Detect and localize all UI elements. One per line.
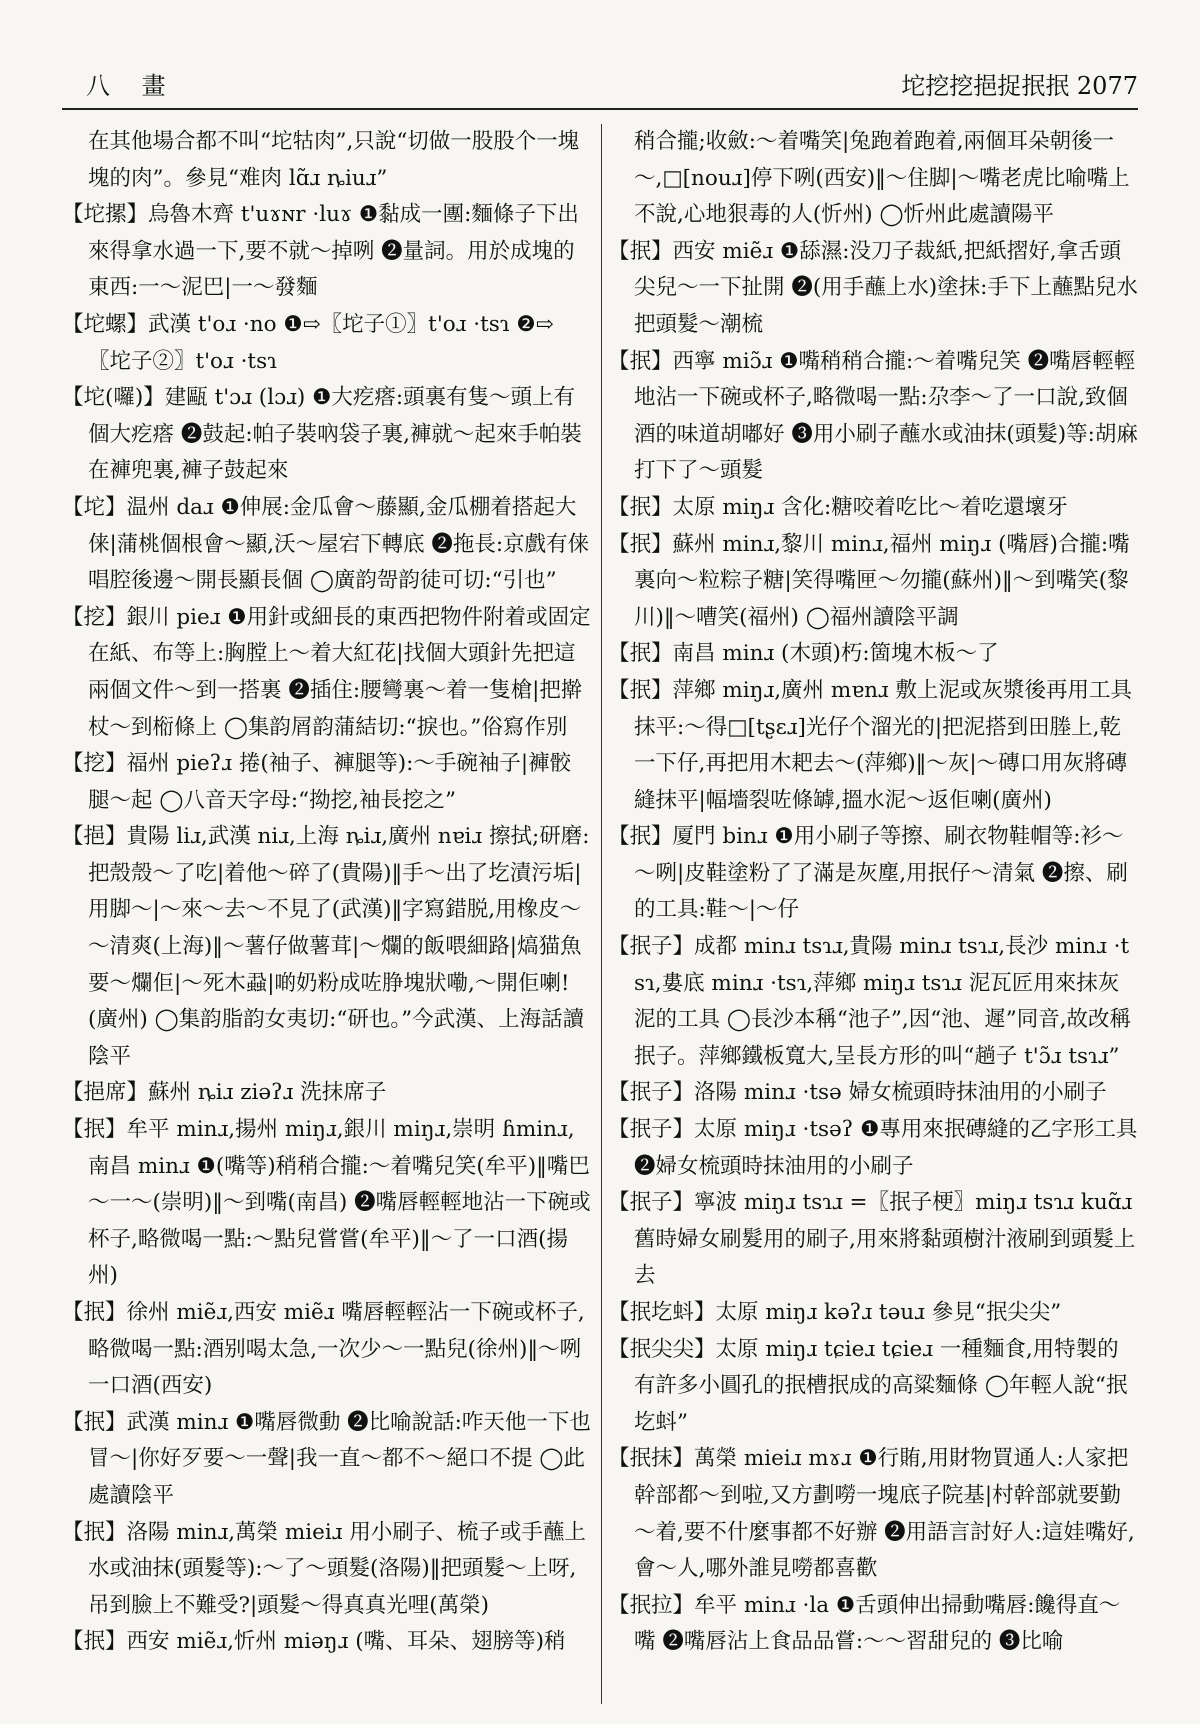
dictionary-entry: 【抿尖尖】太原 miŋɹ tɕieɹ tɕieɹ 一種麵食,用特製的有許多小圓孔的抿槽抿成的高粱麵條 ◯年輕人說“抿圪蚪” — [608, 1336, 1128, 1435]
dictionary-entry: 【抿子】成都 minɹ tsɿɹ,貴陽 minɹ tsɿɹ,長沙 minɹ ·tsɿ,婁底 minɹ ·tsɿ,萍鄉 miŋɹ tsɿɹ 泥瓦匠用來抹灰泥的工具 ◯長沙本稱“池子”,因“池、遲”同音,故改稱抿子。萍鄉鐵板寬大,呈長方形的叫“趟子 t'ɔ̃ɹ tsɿɹ” — [608, 934, 1132, 1069]
dictionary-entry: 【坨(囉)】建甌 t'ɔɹ (lɔɹ) ❶大疙瘩:頭裏有隻～頭上有個大疙瘩 ❷鼓起:帕子裝吶袋子裏,褲就～起來手帕裝在褲兜裏,褲子鼓起來 — [62, 385, 582, 484]
dictionary-entry: 【抿】西寧 miɔ̃ɹ ❶嘴稍稍合攏:～着嘴兒笑 ❷嘴唇輕輕地沾一下碗或杯子,略微喝一點:尕李～了一口說,致個酒的味道胡嘟好 ❸用小刷子蘸水或油抹(頭髮)等:胡麻打下了～頭髮 — [608, 348, 1138, 484]
page-header — [62, 58, 1138, 102]
dictionary-entry: 【抿拉】牟平 minɹ ·la ❶舌頭伸出掃動嘴唇:饞得直～嘴 ❷嘴唇沾上食品品嘗:～～習甜兒的 ❸比喻 — [608, 1592, 1121, 1655]
dictionary-entry: 【抿】武漢 minɹ ❶嘴唇微動 ❷比喻說話:咋天他一下也冒～|你好歹要～一聲|我一直～都不～絕口不提 ◯此處讀陰平 — [62, 1409, 591, 1508]
dictionary-entry: 【抿】蘇州 minɹ,黎川 minɹ,福州 miŋɹ (嘴唇)合攏:嘴裏向～粒粽子糖|笑得嘴匣～勿攏(蘇州)‖～到嘴笑(黎川)‖～嘈笑(福州) ◯福州讀陰平調 — [608, 531, 1130, 630]
left-column — [62, 124, 592, 1704]
dictionary-entry: 【抿】萍鄉 miŋɹ,廣州 mɐnɹ 敷上泥或灰漿後再用工具抹平:～得□[tʂɛɹ]光仔个溜光的|把泥搭到田塍上,乾一下仔,再把用木耙去～(萍鄉)‖～灰|～磚口用灰將磚縫抹平|幅墻裂咗條罅,搵水泥～返佢喇(廣州) — [608, 677, 1133, 813]
dictionary-entry: 【抿子】洛陽 minɹ ·tsə 婦女梳頭時抹油用的小刷子 — [608, 1080, 1107, 1106]
dictionary-entry: 【抿子】寧波 miŋɹ tsɿɹ =〖抿子梗〗miŋɹ tsɿɹ kuɑ̃ɹ 舊時婦女刷髮用的刷子,用來將黏頭樹汁液刷到頭髮上去 — [608, 1190, 1140, 1289]
dictionary-entry: 【坨摞】烏魯木齊 t'uɤɴr ·luɤ ❶黏成一團:麵條子下出來得拿水過一下,要不就～掉咧 ❷量詞。用於成塊的東西:一～泥巴|一～發麵 — [62, 202, 579, 301]
right-column — [608, 124, 1145, 1704]
dictionary-entry: 【抿圪蚪】太原 miŋɹ kəʔɹ təuɹ 參見“抿尖尖” — [608, 1300, 1062, 1325]
dictionary-entry: 【抿抹】萬榮 mieiɹ mɤɹ ❶行賄,用財物買通人:人家把幹部都～到啦,又方劃嘮一塊底子院基|村幹部就要勤～着,要不什麼事都不好辦 ❷用語言討好人:這娃嘴好,會～人,哪外誰見嘮都喜歡 — [608, 1446, 1135, 1582]
page-headwords-and-number: 坨挖挖挹捉抿抿 2077 — [901, 72, 1138, 100]
dictionary-entry: 【挖】福州 pieʔɹ 捲(袖子、褲腿等):～手碗袖子|褲骹腿～起 ◯八音天字母:“拗挖,袖長挖之” — [62, 751, 572, 813]
dictionary-entry: 稍合攏;收斂:～着嘴笑|兔跑着跑着,兩個耳朵朝後一～,□[nouɹ]停下咧(西安)‖～住脚|～嘴老虎比喻嘴上不說,心地狠毒的人(忻州) ◯忻州此處讀陽平 — [634, 129, 1130, 228]
dictionary-entry: 【抿子】太原 miŋɹ ·tsəʔ ❶專用來抿磚縫的乙字形工具 ❷婦女梳頭時抹油用的小刷子 — [608, 1117, 1145, 1179]
dictionary-entry: 【抿】太原 miŋɹ 含化:糖咬着吃比～着吃還壞牙 — [608, 494, 1068, 520]
dictionary-entry: 【抿】厦門 binɹ ❶用小刷子等擦、刷衣物鞋帽等:衫～～咧|皮鞋塗粉了了滿是灰塵,用抿仔～清氣 ❷擦、刷的工具:鞋～|～仔 — [608, 824, 1128, 923]
dictionary-entry: 【坨螺】武漢 t'oɹ ·no ❶⇨〖坨子①〗t'oɹ ·tsɿ ❷⇨〖坨子②〗t'oɹ ·tsɿ — [62, 311, 554, 374]
dictionary-entry: 【抿】洛陽 minɹ,萬榮 mieiɹ 用小刷子、梳子或手蘸上水或油抹(頭髮等):～了～頭髮(洛陽)‖把頭髮～上呀,吊到臉上不難受?|頭髮～得真真光哩(萬榮) — [62, 1519, 586, 1618]
dictionary-entry: 【抿】牟平 minɹ,揚州 miŋɹ,銀川 miŋɹ,崇明 ɦminɹ,南昌 minɹ ❶(嘴等)稍稍合攏:～着嘴兒笑(牟平)‖嘴巴～一～(崇明)‖～到嘴(南昌) ❷嘴唇輕輕地沾一下碗或杯子,略微喝一點:～點兒嘗嘗(牟平)‖～了一口酒(揚州) — [62, 1117, 591, 1289]
dictionary-entry: 【坨】温州 daɹ ❶伸展:金瓜會～藤顯,金瓜棚着搭起大俫|蒲桃個根會～顯,沃～屋宕下轉底 ❷拖長:京戲有俫唱腔後邊～開長顯長個 ◯廣韵哿韵徒可切:“引也” — [62, 494, 590, 594]
dictionary-entry: 在其他場合都不叫“坨牯肉”,只說“切做一股股个一塊塊的肉”。參見“难肉 lɑ̃ɹ ȵiuɹ” — [88, 129, 580, 191]
dictionary-entry: 【抿】西安 miẽɹ ❶舔濕:没刀子裁紙,把紙摺好,拿舌頭尖兒～一下扯開 ❷(用手蘸上水)塗抹:手下上蘸點兒水把頭髮～潮梳 — [608, 238, 1138, 337]
column-divider — [601, 124, 602, 1704]
dictionary-entry: 【抿】西安 miẽɹ,忻州 miəŋɹ (嘴、耳朵、翅膀等)稍 — [62, 1629, 566, 1655]
dictionary-entry: 【挹席】蘇州 ȵiɹ ziəʔɹ 洗抹席子 — [62, 1080, 387, 1106]
dictionary-entry: 【抿】徐州 miẽɹ,西安 miẽɹ 嘴唇輕輕沾一下碗或杯子,略微喝一點:酒别喝太急,一次少～一點兒(徐州)‖～咧一口酒(西安) — [62, 1300, 585, 1399]
section-label: 八 畫 — [86, 72, 178, 100]
header-rule — [62, 108, 1138, 110]
dictionary-entry: 【抿】南昌 minɹ (木頭)朽:箇塊木板～了 — [608, 641, 999, 667]
dictionary-entry: 【挖】銀川 pieɹ ❶用針或細長的東西把物件附着或固定在紙、布等上:胸膛上～着大紅花|找個大頭針先把這兩個文件～到一搭裏 ❷插住:腰彎裏～着一隻槍|把擀杖～到椼條上 ◯集韵屑韵蒲結切:“捩也。”俗寫作別 — [62, 604, 591, 740]
dictionary-entry: 【挹】貴陽 liɹ,武漢 niɹ,上海 ȵiɹ,廣州 nɐiɹ 擦拭;研磨:把殼殼～了吃|着他～碎了(貴陽)‖手～出了圪漬污垢|用脚～|～來～去～不見了(武漢)‖字寫錯脱,用橡皮～～清爽(上海)‖～薯仔做薯茸|～爛的飯喂細路|熇猫魚要～爛佢|～死木蝨|啲奶粉成咗㬹塊狀嘞,～開佢喇!(廣州) ◯集韵脂韵女夷切:“研也。”今武漢、上海話讀陰平 — [62, 824, 590, 1069]
